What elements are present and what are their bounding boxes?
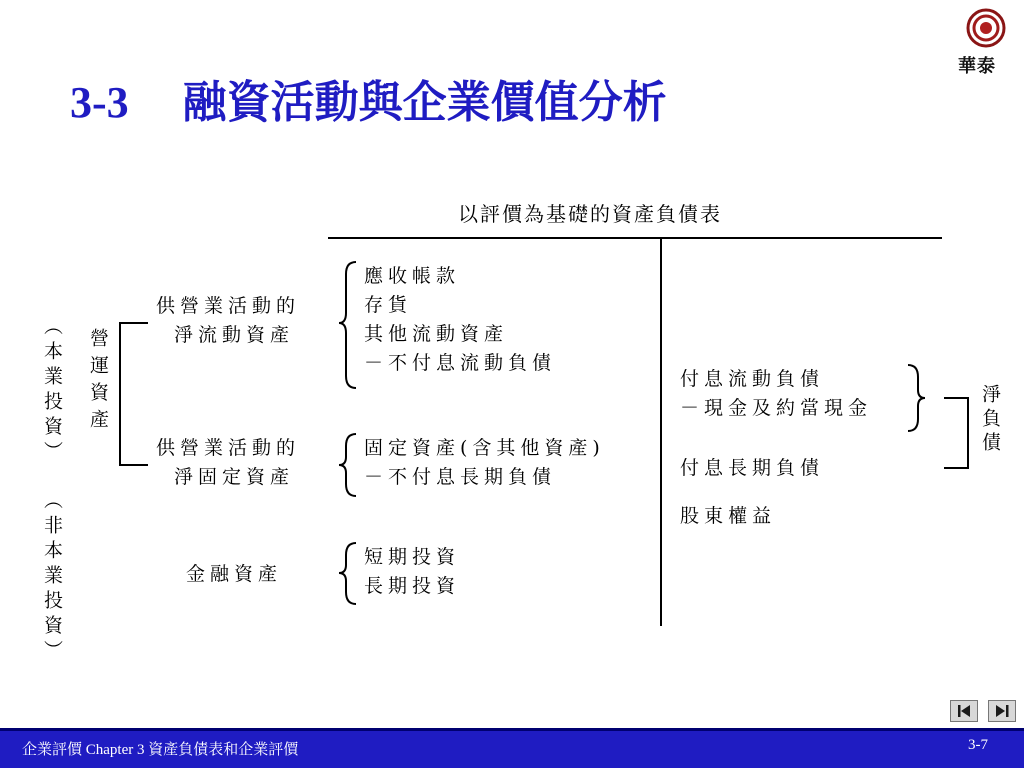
financial-items-brace <box>339 543 356 604</box>
financial-assets-label: 金融資產 <box>186 563 283 585</box>
net-fixed-assets-label: 供營業活動的 淨固定資產 <box>156 437 301 488</box>
previous-slide-button[interactable] <box>950 700 978 722</box>
slide-title-text: 融資活動與企業價值分析 <box>182 78 667 127</box>
financial-items-list <box>364 543 460 601</box>
balance-sheet-title: 以評價為基礎的資產負債表 <box>458 202 722 226</box>
net-current-assets-label: 供營業活動的 淨流動資產 <box>156 295 301 346</box>
net-debt-bracket <box>944 398 968 468</box>
footer-text: 企業評價 Chapter 3 資產負債表和企業評價 <box>22 742 299 758</box>
next-slide-button[interactable] <box>988 700 1016 722</box>
operating-assets-label: 營運資產 <box>87 328 109 436</box>
list-item: 付息流動負債 <box>680 368 825 390</box>
page-number: 3-7 <box>968 737 988 753</box>
list-item: 其他流動資產 <box>364 323 509 345</box>
list-item: －不付息流動負債 <box>364 352 557 374</box>
list-item: 短期投資 <box>364 546 461 568</box>
fixed-items-list <box>364 434 605 492</box>
list-item: 應收帳款 <box>364 265 461 287</box>
logo-text: 華泰 <box>958 56 996 77</box>
core-investment-label: （本業投資） <box>41 316 63 466</box>
skip-back-icon <box>951 701 977 721</box>
list-item: －不付息長期負債 <box>364 466 557 488</box>
current-items-list <box>364 262 556 378</box>
list-item: 固定資產(含其他資產) <box>364 437 605 459</box>
fixed-items-brace <box>339 434 356 496</box>
non-core-investment-label: （非本業投資） <box>41 490 63 665</box>
footer-divider <box>0 728 1024 731</box>
list-item: 長期投資 <box>364 575 461 597</box>
operating-assets-bracket <box>120 323 148 465</box>
slide-number: 3-3 <box>70 78 129 127</box>
list-item: －現金及約當現金 <box>680 397 873 419</box>
skip-forward-icon <box>989 701 1015 721</box>
interest-bearing-long-term-debt: 付息長期負債 <box>680 457 825 479</box>
current-items-brace <box>339 262 356 388</box>
list-item: 存貨 <box>364 294 413 316</box>
right-items-list <box>680 365 872 423</box>
net-debt-label: 淨負債 <box>979 384 1001 456</box>
shareholders-equity: 股東權益 <box>680 505 777 527</box>
current-debt-brace <box>908 365 925 431</box>
